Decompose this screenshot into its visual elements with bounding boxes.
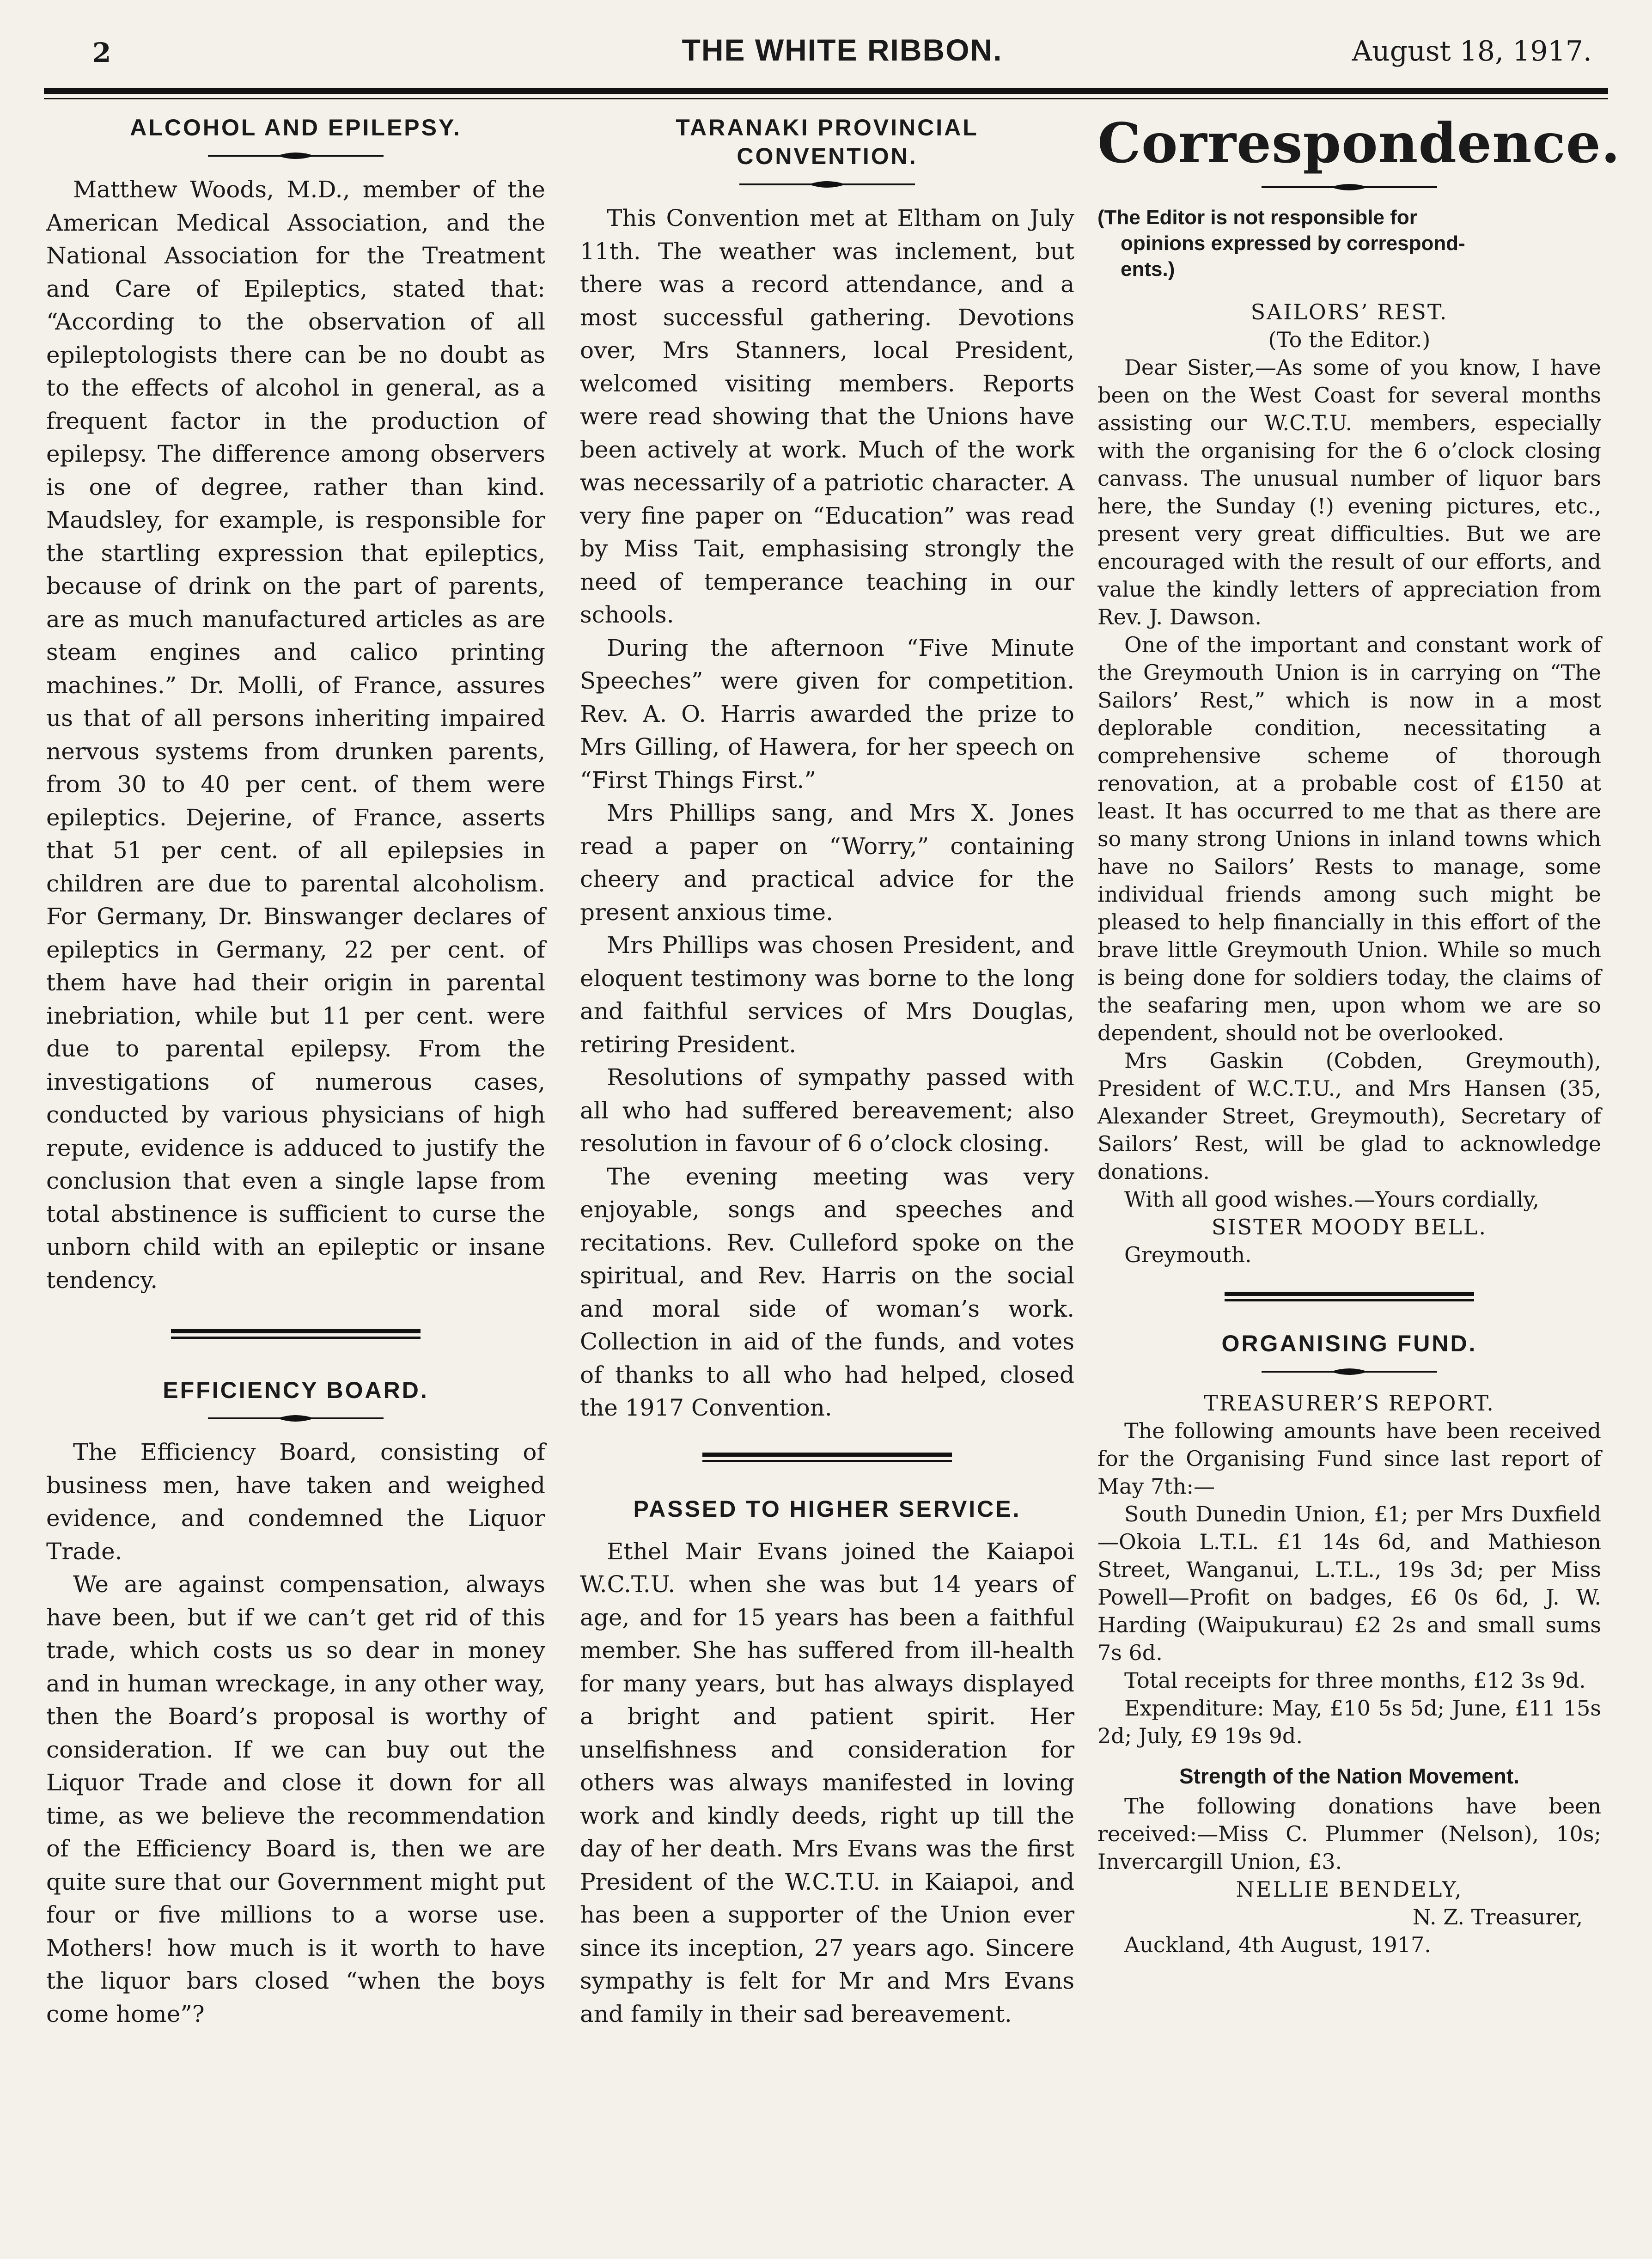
letter-paragraph: One of the important and constant work of the Greymouth Union is in carrying on “The Sailors’ Rest,” which is now in a most deplorable condition, necessitating a comprehensive scheme of thorough renovation, at a probable cost of £150 at least. It has occurred to me that as there are so many strong Unions in inland towns which have no Sailors’ Rests to manage, some individual friends among such might be pleased to help financially in this effort of the brave little Greymouth Union. While so much is being done for soldiers today, the claims of the seafaring men, upon whom we are so dependent, should not be overlooked. <box>1097 632 1601 1045</box>
letter-title: SAILORS’ REST. <box>1250 299 1448 324</box>
section-divider <box>171 1329 421 1339</box>
ornament-rule-icon <box>739 179 915 190</box>
section-title: Correspondence. <box>1097 111 1621 175</box>
article-alcohol-epilepsy <box>46 113 545 1297</box>
ornament-rule-icon <box>208 150 384 161</box>
article-heading: ALCOHOL AND EPILEPSY. <box>130 115 462 140</box>
strength-heading: Strength of the Nation Movement. <box>1179 1764 1519 1788</box>
report-subheading: TREASURER’S REPORT. <box>1204 1391 1495 1416</box>
letter-signature: SISTER MOODY BELL. <box>1211 1215 1487 1239</box>
letter-place: Greymouth. <box>1124 1242 1252 1267</box>
article-heading: TARANAKI PROVINCIAL CONVENTION. <box>676 115 979 169</box>
article-heading: EFFICIENCY BOARD. <box>163 1377 429 1403</box>
running-header <box>92 32 1592 83</box>
report-place-date: Auckland, 4th August, 1917. <box>1124 1932 1431 1957</box>
report-paragraph: The following donations have been received:—Miss C. Plummer (Nelson), 10s; Invercargill Union, £3. <box>1097 1794 1601 1874</box>
letter-paragraph: Dear Sister,—As some of you know, I have been on the West Coast for several months assisting our W.C.T.U. members, especially with the organising for the 6 o’clock closing canvass. The unusual number of liquor bars here, the Sunday (!) evening pictures, etc., present very great difficulties. But we are encouraged with the result of our efforts, and value the kindly letters of appreciation from Rev. J. Dawson. <box>1097 355 1601 629</box>
editor-note: (The Editor is not responsible for opinions expressed by correspond- ents.) <box>1097 206 1465 281</box>
column-right <box>1097 111 1621 1959</box>
page-number: 2 <box>92 37 111 68</box>
article-paragraph: Resolutions of sympathy passed with all who had suffered bereavement; also resolution in favour of 6 o’clock closing. <box>580 1064 1074 1157</box>
report-signature: NELLIE BENDELY, <box>1236 1877 1463 1902</box>
section-correspondence <box>1097 111 1621 1269</box>
column-middle <box>580 113 1074 2031</box>
article-paragraph: Mrs Phillips sang, and Mrs X. Jones read a paper on “Worry,” containing cheery and practical advice for the present anxious time. <box>580 800 1074 926</box>
publication-title: THE WHITE RIBBON. <box>682 33 1003 67</box>
article-efficiency-board <box>46 1376 545 2031</box>
letter-paragraph: With all good wishes.—Yours cordially, <box>1124 1187 1539 1212</box>
article-passed-higher-service <box>580 1495 1074 2031</box>
report-paragraph: Expenditure: May, £10 5s 5d; June, £11 15s 2d; July, £9 19s 9d. <box>1097 1696 1601 1748</box>
issue-date: August 18, 1917. <box>1352 35 1592 67</box>
article-taranaki-convention <box>580 113 1074 1425</box>
article-paragraph: The evening meeting was very enjoyable, songs and speeches and recitations. Rev. Culleford spoke on the spiritual, and Rev. Harris on the social and moral side of woman’s work. Collection in aid of the funds, and votes of thanks to all who had helped, closed the 1917 Convention. <box>580 1163 1074 1421</box>
article-paragraph: This Convention met at Eltham on July 11th. The weather was inclement, but there was a record attendance, and a most successful gathering. Devotions over, Mrs Stanners, local President, welcomed visiting members. Reports were read showing that the Unions have been actively at work. Much of the work was necessarily of a patriotic character. A very fine paper on “Education” was read by Miss Tait, emphasising strongly the need of temperance teaching in our schools. <box>580 205 1074 628</box>
article-paragraph: Mrs Phillips was chosen President, and eloquent testimony was borne to the long and faithful services of Mrs Douglas, retiring President. <box>580 932 1074 1058</box>
report-paragraph: South Dunedin Union, £1; per Mrs Duxfield—Okoia L.T.L. £1 14s 6d, and Mathieson Street, Wanganui, L.T.L., 19s 3d; per Miss Powell—Profit on badges, £6 0s 6d, J. W. Harding (Waipukurau) £2 2s and small sums 7s 6d. <box>1097 1502 1601 1665</box>
article-heading: ORGANISING FUND. <box>1221 1331 1477 1356</box>
ornament-rule-icon <box>1262 1366 1437 1377</box>
article-paragraph: Ethel Mair Evans joined the Kaiapoi W.C.T.U. when she was but 14 years of age, and for 15 years has been a faithful member. She has suffered from ill-health for many years, but has always displayed a bright and patient spirit. Her unselfishness and consideration for others was always manifested in loving work and kindly deeds, right up till the day of her death. Mrs Evans was the first President of the W.C.T.U. in Kaiapoi, and has been a supporter of the Union ever since its inception, 27 years ago. Sincere sympathy is felt for Mr and Mrs Evans and family in their sad bereavement. <box>580 1538 1074 2027</box>
section-divider <box>1225 1292 1474 1301</box>
ornament-rule-icon <box>208 1413 384 1424</box>
column-left <box>46 113 545 2031</box>
report-paragraph: Total receipts for three months, £12 3s 9d. <box>1124 1668 1586 1693</box>
header-rule <box>44 88 1608 94</box>
article-paragraph: During the afternoon “Five Minute Speeches” were given for competition. Rev. A. O. Harris awarded the prize to Mrs Gilling, of Hawera, for her speech on “First Things First.” <box>580 634 1074 794</box>
header-rule-thin <box>44 98 1608 99</box>
article-heading: PASSED TO HIGHER SERVICE. <box>633 1496 1021 1522</box>
ornament-rule-icon <box>1262 182 1437 193</box>
letter-addressee: (To the Editor.) <box>1268 327 1431 352</box>
section-organising-fund <box>1097 1329 1601 1959</box>
report-signature-title: N. Z. Treasurer, <box>1412 1905 1583 1929</box>
article-paragraph: Matthew Woods, M.D., member of the American Medical Association, and the National Association for the Treatment and Care of Epileptics, stated that: “According to the observation of all epileptologists there can be no doubt as to the effects of alcohol in general, as a frequent factor in the production of epilepsy. The difference among observers is one of degree, rather than kind. Maudsley, for example, is responsible for the startling expression that epileptics, because of drink on the part of parents, are as much manufactured articles as are steam engines and calico printing machines.” Dr. Molli, of France, assures us that of all persons inheriting impaired nervous systems from drunken parents, from 30 to 40 per cent. of them were epileptics. Dejerine, of France, asserts that 51 per cent. of all epilepsies in children are due to parental alcoholism. For Germany, Dr. Binswanger declares of epileptics in Germany, 22 per cent. of them have had their origin in parental inebriation, while but 11 per cent. were due to parental epilepsy. From the investigations of numerous cases, conducted by various physicians of high repute, evidence is adduced to justify the conclusion that even a single lapse from total abstinence is sufficient to curse the unborn child with an epileptic or insane tendency. <box>46 176 545 1294</box>
letter-paragraph: Mrs Gaskin (Cobden, Greymouth), President of W.C.T.U., and Mrs Hansen (35, Alexander Street, Greymouth), Secretary of Sailors’ Rest, will be glad to acknowledge donations. <box>1097 1048 1601 1184</box>
article-paragraph: The Efficiency Board, consisting of business men, have taken and weighed evidence, and condemned the Liquor Trade. <box>46 1439 545 1565</box>
article-paragraph: We are against compensation, always have been, but if we can’t get rid of this trade, which costs us so dear in money and in human wreckage, in any other way, then the Board’s proposal is worthy of consideration. If we can buy out the Liquor Trade and close it down for all time, as we believe the recommendation of the Efficiency Board is, then we are quite sure that our Government might put four or five millions to a worse use. Mothers! how much is it worth to have the liquor bars closed “when the boys come home”? <box>46 1571 545 2027</box>
section-divider <box>702 1453 952 1462</box>
report-paragraph: The following amounts have been received for the Organising Fund since last report of May 7th:— <box>1097 1418 1601 1499</box>
